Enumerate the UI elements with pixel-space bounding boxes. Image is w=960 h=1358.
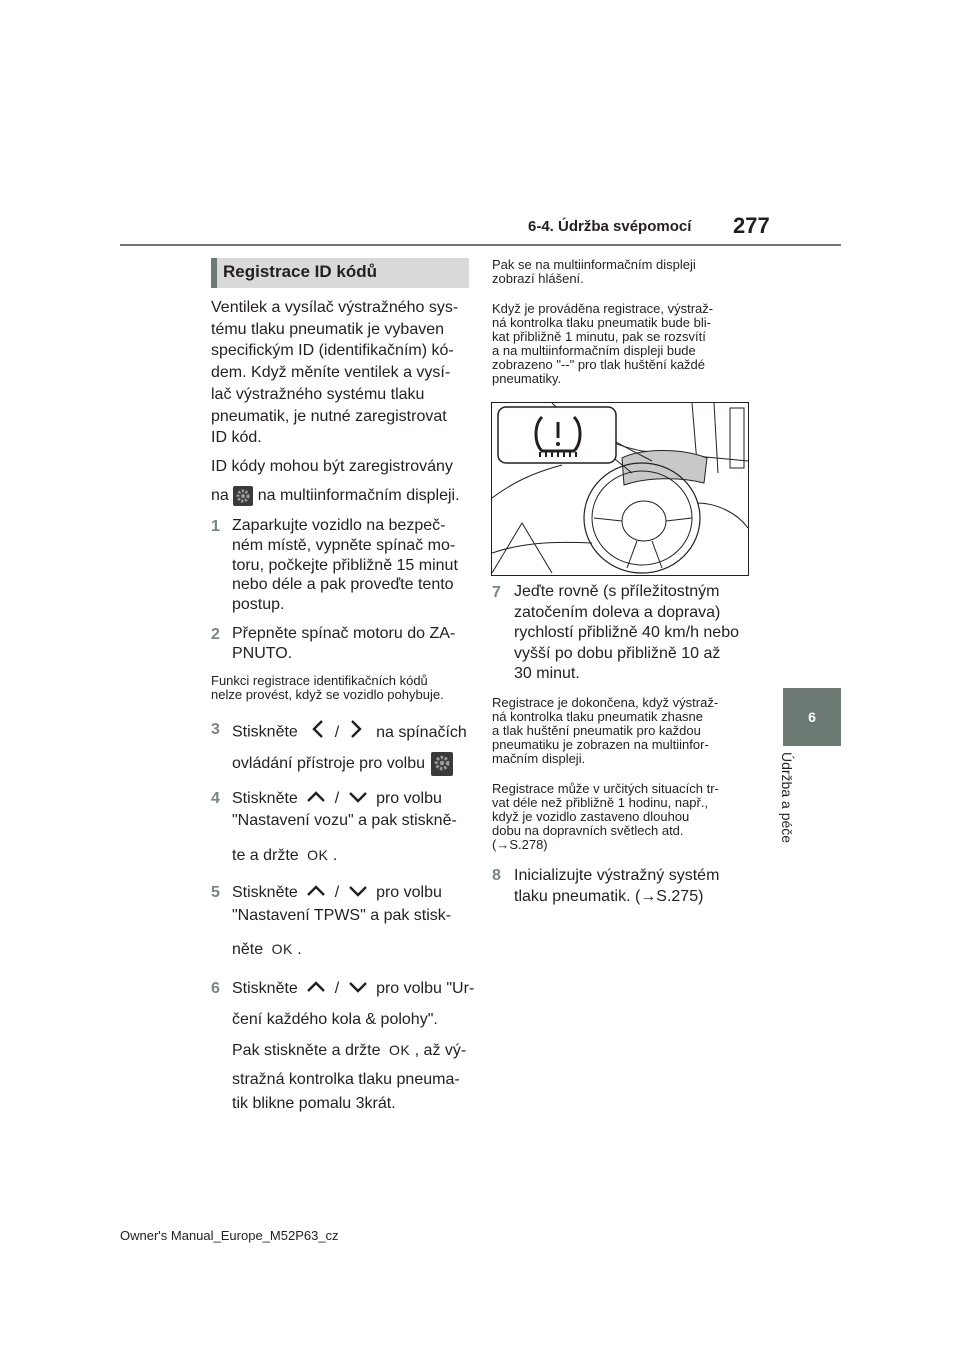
step-6-line-a	[232, 978, 474, 1000]
step-7-line: zatočením doleva a doprava)	[514, 603, 721, 621]
step-6-line-b: čení každého kola & polohy".	[232, 1011, 438, 1028]
intro-paragraph	[211, 297, 473, 449]
right-p2-line: a na multiinformačním displeji bude	[492, 343, 696, 358]
step-7-number: 7	[492, 584, 501, 601]
step-3-line-b-text: ovládání přístroje pro volbu	[232, 755, 425, 773]
step-6-pre: Stiskněte	[232, 980, 298, 998]
chevron-down-icon	[348, 978, 368, 1000]
step-5-c-post: .	[297, 941, 302, 958]
right-p2-line: kat přibližně 1 minutu, pak se rozsvítí	[492, 329, 706, 344]
step-6-line-d: stražná kontrolka tlaku pneuma-	[232, 1071, 460, 1088]
step-5-number: 5	[211, 884, 220, 901]
right-p3-line: ná kontrolka tlaku pneumatik zhasne	[492, 709, 704, 724]
step-1-line: postup.	[232, 596, 285, 614]
running-header-section: 6-4. Údržba svépomocí	[528, 218, 692, 235]
intro-line: dem. Když měníte ventilek a vysí-	[211, 364, 451, 382]
chapter-tab-number: 6	[783, 688, 841, 746]
step-3-line-a	[232, 719, 467, 746]
ok-button-symbol: OK	[271, 941, 293, 957]
right-p3-line: mačním displeji.	[492, 751, 586, 766]
right-p4-line: když je vozidlo zastaveno dlouhou	[492, 809, 690, 824]
chevron-left-icon	[312, 719, 324, 746]
right-p4-line: dobu na dopravních světlech atd.	[492, 823, 684, 838]
step-2-line: Přepněte spínač motoru do ZA-	[232, 625, 456, 642]
register-line-2	[211, 485, 460, 507]
ok-button-symbol: OK	[388, 1042, 411, 1058]
right-paragraph-1	[492, 258, 696, 286]
section-title: Registrace ID kódů	[223, 262, 377, 281]
step-3-line-b	[232, 752, 453, 776]
right-paragraph-4	[492, 782, 719, 852]
step-2-text	[232, 624, 455, 664]
step-6-c-pre: Pak stiskněte a držte	[232, 1042, 381, 1059]
chevron-up-icon	[306, 882, 326, 904]
right-p2-line: Když je prováděna registrace, výstraž-	[492, 301, 714, 316]
step-1-number: 1	[211, 518, 220, 535]
step-4-post: pro volbu	[376, 790, 442, 808]
register-line-2-pre: na	[211, 487, 229, 504]
step-4-c-post: .	[332, 847, 338, 864]
step-1-line: ném místě, vypněte spínač mo-	[232, 536, 456, 554]
step-5-c-pre: něte	[232, 941, 264, 958]
step-4-c-pre: te a držte	[232, 847, 299, 864]
step-6-c-post: , až vý-	[414, 1042, 467, 1059]
chevron-down-icon	[348, 882, 368, 904]
step-7-line: vyšší po dobu přibližně 10 až	[514, 644, 721, 662]
step-6-slash: /	[334, 980, 340, 998]
step-6-line-c	[232, 1039, 466, 1062]
header-rule	[120, 244, 841, 246]
chapter-tab-label-text: Údržba a péče	[779, 752, 795, 844]
step-8-number: 8	[492, 867, 501, 884]
intro-line: tému tlaku pneumatik je vybaven	[211, 320, 445, 338]
dashboard-illustration	[491, 402, 749, 576]
step-8-text	[514, 865, 719, 907]
step-1-line: nebo déle a pak proveďte tento	[232, 576, 454, 594]
step-5-line-b: "Nastavení TPWS" a pak stisk-	[232, 907, 452, 924]
step-4-line-a	[232, 788, 442, 810]
step-3-pre: Stiskněte	[232, 723, 298, 741]
right-p2-line: ná kontrolka tlaku pneumatik bude bli-	[492, 315, 711, 330]
step-7-line: rychlostí přibližně 40 km/h nebo	[514, 624, 739, 641]
intro-line: pneumatik, je nutné zaregistrovat	[211, 407, 447, 425]
step-1-line: Zaparkujte vozidlo na bezpeč-	[232, 517, 446, 534]
step-4-number: 4	[211, 790, 220, 807]
right-p4-line: vat déle než přibližně 1 hodinu, např.,	[492, 795, 709, 810]
step-5-line-a	[232, 882, 442, 904]
intro-line: ID kód.	[211, 429, 262, 447]
note-line: nelze provést, když se vozidlo pohybuje.	[211, 687, 444, 702]
right-p1-line: zobrazí hlášení.	[492, 271, 584, 286]
right-p4-line: Registrace může v určitých situacích tr-	[492, 781, 719, 796]
ok-button-symbol: OK	[307, 847, 329, 863]
step-8-line: tlaku pneumatik. (→S.275)	[514, 888, 704, 905]
settings-gear-icon	[431, 752, 453, 776]
step-7-text	[514, 582, 739, 685]
step-5-pre: Stiskněte	[232, 884, 298, 902]
right-p3-line: pneumatiku je zobrazen na multiinfor-	[492, 737, 709, 752]
step-4-line-c	[232, 844, 337, 867]
step-4-slash: /	[334, 790, 340, 808]
right-p4-line: (→S.278)	[492, 837, 548, 852]
step-7-line: Jeďte rovně (s příležitostným	[514, 583, 720, 600]
footer-manual-id: Owner's Manual_Europe_M52P63_cz	[120, 1228, 339, 1243]
chevron-right-icon	[350, 719, 362, 746]
right-p2-line: pneumatiky.	[492, 371, 562, 386]
step-6-post: pro volbu "Ur-	[376, 980, 475, 998]
step-5-line-c	[232, 938, 302, 961]
step-1-line: toru, počkejte přibližně 15 minut	[232, 556, 458, 574]
step-4-line-b: "Nastavení vozu" a pak stiskně-	[232, 812, 457, 829]
intro-line: specifickým ID (identifikačním) kó-	[211, 342, 454, 360]
chapter-tab-label	[779, 752, 806, 862]
step-2-number: 2	[211, 626, 220, 643]
register-line-2-post: na multiinformačním displeji.	[257, 487, 460, 504]
register-line-1: ID kódy mohou být zaregistrovány	[211, 458, 453, 475]
intro-line: lač výstražného systému tlaku	[211, 385, 425, 403]
step-3-number: 3	[211, 721, 220, 738]
right-paragraph-3	[492, 696, 718, 766]
step-3-post: na spínačích	[376, 723, 467, 741]
right-paragraph-2	[492, 302, 713, 386]
chevron-down-icon	[348, 788, 368, 810]
step-2-line: PNUTO.	[232, 645, 293, 662]
step-7-line: 30 minut.	[514, 665, 580, 682]
settings-gear-icon	[233, 486, 253, 506]
step-5-post: pro volbu	[376, 884, 442, 902]
intro-line: Ventilek a vysílač výstražného sys-	[211, 299, 459, 316]
step-8-line: Inicializujte výstražný systém	[514, 867, 720, 884]
step-5-slash: /	[334, 884, 340, 902]
step-4-pre: Stiskněte	[232, 790, 298, 808]
step-6-line-e: tik blikne pomalu 3krát.	[232, 1095, 396, 1112]
note-paragraph	[211, 674, 444, 702]
right-p1-line: Pak se na multiinformačním displeji	[492, 257, 696, 272]
chevron-up-icon	[306, 788, 326, 810]
note-line: Funkci registrace identifikačních kódů	[211, 673, 428, 688]
step-3-slash: /	[334, 723, 340, 741]
step-6-number: 6	[211, 980, 220, 997]
page-number: 277	[733, 213, 770, 238]
right-p3-line: a tlak huštění pneumatik pro každou	[492, 723, 701, 738]
right-p3-line: Registrace je dokončena, když výstraž-	[492, 695, 719, 710]
right-p2-line: zobrazeno "--" pro tlak huštění každé	[492, 357, 706, 372]
step-1-text	[232, 516, 458, 615]
chevron-up-icon	[306, 978, 326, 1000]
